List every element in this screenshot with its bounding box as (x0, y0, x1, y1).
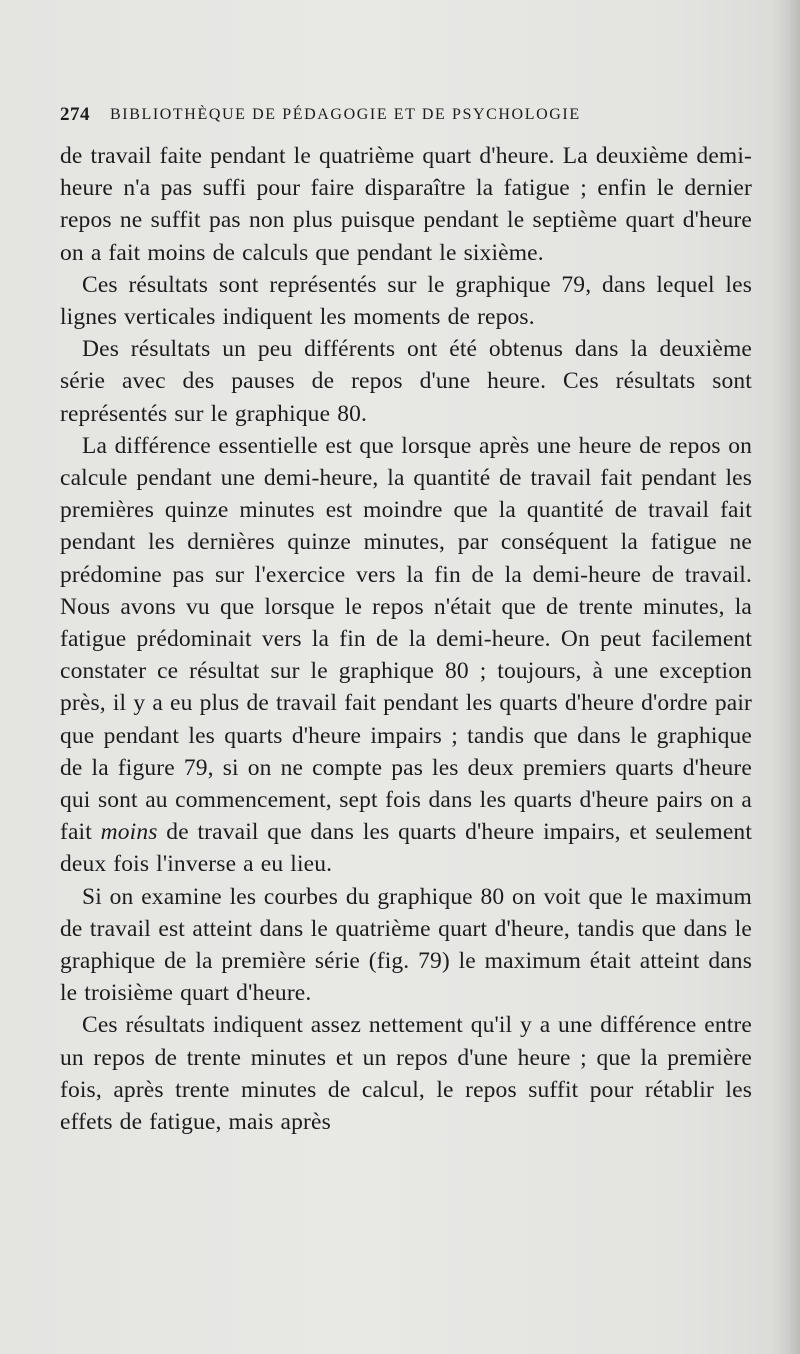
paragraph-difference-after: de travail que dans les quarts d'heure impairs, et seulement deux fois l'inverse a eu lieu. (60, 819, 752, 878)
paragraph-second-series: Des résultats un peu différents ont été obtenus dans la deuxième série avec des pauses de repos d'une heure. Ces résultats sont représentés sur le graphique 80. (60, 336, 752, 427)
page-edge-shadow (772, 0, 800, 1354)
body-text (60, 140, 752, 1138)
paragraph-conclusion: Ces résultats indiquent assez nettement qu'il y a une différence entre un repos de trente minutes et un repos d'une heure ; que la première fois, après trente minutes de calcul, le repos suffit pour rétablir les effets de fatigue, mais après (60, 1012, 752, 1136)
page-number: 274 (60, 104, 90, 125)
running-head-title: BIBLIOTHÈQUE DE PÉDAGOGIE ET DE PSYCHOLOGIE (110, 106, 581, 123)
paragraph-continuation: de travail faite pendant le quatrième quart d'heure. La deuxième demi-heure n'a pas suffi pour faire disparaître la fatigue ; enfin le dernier repos ne suffit pas non plus puisque pendant le septième quart d'heure on a fait moins de calculs que pendant le sixième. (60, 143, 752, 266)
paragraph-difference (60, 430, 752, 881)
paragraph-difference-before: La différence essentielle est que lorsque après une heure de repos on calcule pendant une demi-heure, la quantité de travail fait pendant les premières quinze minutes est moindre que la quantité de travail fait pendant les dernières quinze minutes, par conséquent la fatigue ne prédomine pas sur l'exercice vers la fin de la demi-heure de travail. Nous avons vu que lorsque le repos n'était que de trente minutes, la fatigue prédominait vers la fin de la demi-heure. On peut facilement constater ce résultat sur le graphique 80 ; toujours, à une exception près, il y a eu plus de travail fait pendant les quarts d'heure d'ordre pair que pendant les quarts d'heure impairs ; tandis que dans le graphique de la figure 79, si on ne compte pas les deux premiers quarts d'heure qui sont au commencement, sept fois dans les quarts d'heure pairs on a fait (60, 432, 752, 846)
emphasis-moins: moins (100, 819, 158, 846)
paragraph-maximum: Si on examine les courbes du graphique 80 on voit que le maximum de travail est atteint dans le quatrième quart d'heure, tandis que dans le graphique de la première série (fig. 79) le maximum était atteint dans le troisième quart d'heure. (60, 883, 752, 1007)
running-head (60, 104, 750, 128)
paragraph-graph-79: Ces résultats sont représentés sur le graphique 79, dans lequel les lignes verticales indiquent les moments de repos. (60, 271, 752, 331)
